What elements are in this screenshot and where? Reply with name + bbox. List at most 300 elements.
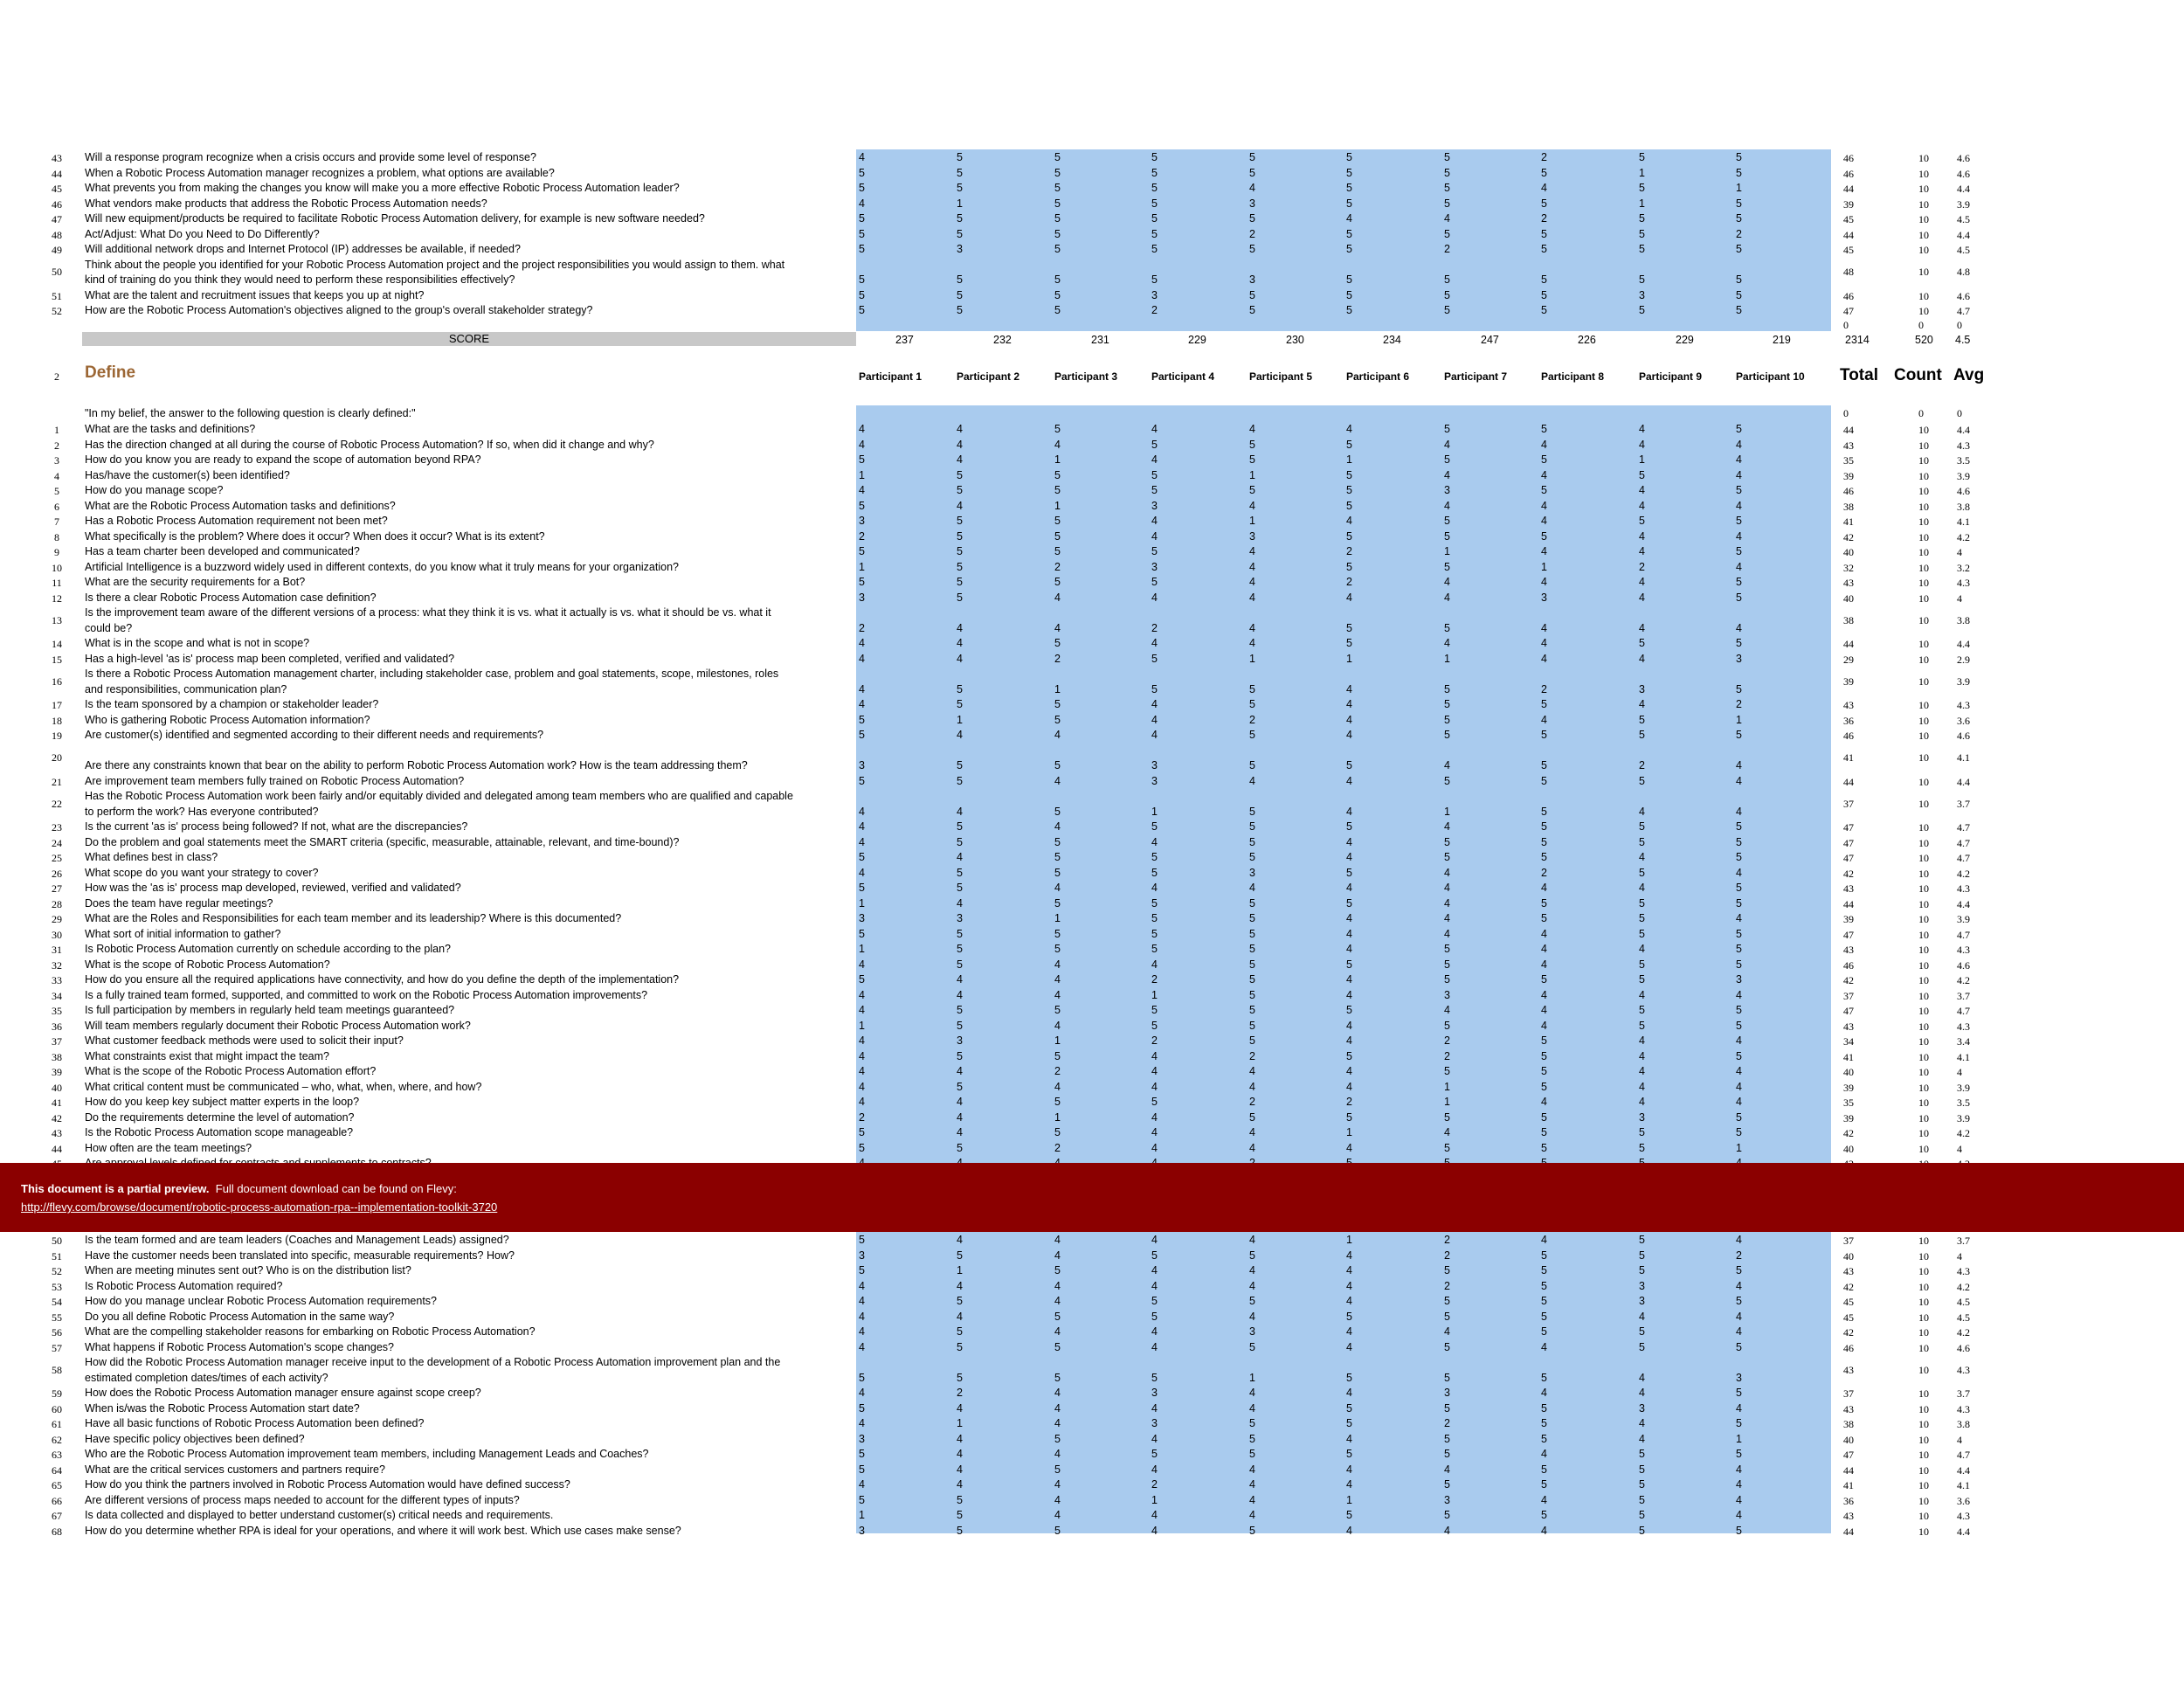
participant-score: 4	[1346, 1340, 1352, 1353]
participant-score: 5	[1151, 1295, 1158, 1307]
participant-score: 4	[957, 1096, 963, 1108]
row-average: 4.7	[1957, 1005, 1970, 1017]
participant-score: 4	[859, 151, 865, 163]
row-average: 3.8	[1957, 1418, 1970, 1430]
row-total: 36	[1843, 1494, 1854, 1507]
participant-score: 4	[1444, 212, 1450, 225]
question-line: How are the Robotic Process Automation's objectives aligned to the group's overall stakeholder strategy?	[85, 304, 593, 316]
participant-score: 1	[1346, 652, 1352, 665]
participant-score: 4	[1151, 453, 1158, 466]
participant-score: 5	[1151, 151, 1158, 163]
question-line: How was the 'as is' process map developed, reviewed, verified and validated?	[85, 882, 461, 894]
row-total: 45	[1843, 213, 1854, 225]
question-line: How do you ensure all the required applications have connectivity, and how do you define the depth of the implementation?	[85, 973, 680, 986]
participant-score: 5	[1639, 866, 1645, 879]
row-number: 39	[52, 1066, 62, 1078]
participant-score: 5	[1541, 774, 1547, 787]
participant-score: 5	[1054, 484, 1061, 496]
participant-score: 5	[1639, 468, 1645, 481]
participant-score: 5	[957, 927, 963, 940]
participant-score: 5	[1736, 820, 1742, 833]
participant-score: 5	[1444, 1448, 1450, 1460]
row-total: 44	[1843, 775, 1854, 788]
participant-score: 4	[1249, 1080, 1255, 1093]
participant-score: 5	[1444, 227, 1450, 240]
question-text	[85, 514, 854, 529]
row-number: 28	[52, 897, 62, 910]
participant-score: 4	[1736, 1463, 1742, 1476]
row-average: 4.6	[1957, 958, 1970, 972]
participant-score: 4	[1639, 805, 1645, 818]
question-text	[85, 1416, 854, 1432]
participant-score: 4	[1444, 1463, 1450, 1476]
participant-score: 4	[1249, 1264, 1255, 1276]
participant-score: 4	[1736, 1509, 1742, 1521]
row-total: 37	[1843, 797, 1854, 810]
section-title: Define	[85, 363, 136, 382]
participant-score: 5	[957, 774, 963, 787]
banner-bold: This document is a partial preview.	[21, 1182, 210, 1195]
question-line: What constraints exist that might impact the team?	[85, 1049, 329, 1062]
question-line: How did the Robotic Process Automation manager receive input to the development of a Robotic Process Automation improvement plan and the	[85, 1356, 781, 1368]
participant-score: 4	[1639, 591, 1645, 604]
row-count: 10	[1918, 1280, 1929, 1293]
participant-score: 5	[1444, 1019, 1450, 1032]
participant-score: 5	[1444, 560, 1450, 573]
row-average: 3.8	[1957, 613, 1970, 626]
question-text	[85, 850, 854, 866]
participant-score: 4	[1736, 438, 1742, 451]
participant-score: 4	[1054, 1417, 1061, 1429]
row-average: 4.2	[1957, 530, 1970, 543]
participant-score: 5	[859, 453, 865, 466]
question-text	[85, 1125, 854, 1141]
participant-score: 4	[859, 1295, 865, 1307]
participant-score: 5	[1639, 958, 1645, 971]
participant-score: 5	[1249, 943, 1255, 955]
participant-score: 5	[1346, 151, 1352, 163]
participant-score: 5	[1054, 637, 1061, 649]
total-header: Total	[1840, 366, 1878, 384]
row-count: 10	[1918, 989, 1929, 1002]
row-number: 49	[52, 244, 62, 256]
row-number: 4	[54, 469, 59, 482]
question-text	[85, 1249, 854, 1264]
participant-score: 1	[1736, 713, 1742, 726]
row-average: 4.7	[1957, 1449, 1970, 1461]
participant-score: 5	[1639, 243, 1645, 255]
question-text	[85, 789, 854, 820]
row-number: 52	[52, 305, 62, 317]
participant-score: 5	[1541, 1371, 1547, 1384]
participant-score: 2	[1249, 1096, 1255, 1108]
row-total: 39	[1843, 469, 1854, 482]
participant-score: 4	[1054, 882, 1061, 894]
row-average: 4.4	[1957, 897, 1970, 910]
row-total: 29	[1843, 653, 1854, 666]
row-number: 21	[52, 775, 62, 788]
participant-score: 5	[1736, 729, 1742, 741]
participant-score: 2	[1639, 759, 1645, 771]
participant-score: 5	[957, 1340, 963, 1353]
question-text	[85, 1447, 854, 1463]
participant-score: 4	[1249, 182, 1255, 194]
participant-score: 5	[1541, 805, 1547, 818]
participant-score: 4	[1054, 1448, 1061, 1460]
participant-score: 4	[1444, 896, 1450, 910]
participant-score: 4	[1736, 866, 1742, 879]
participant-score: 4	[957, 1310, 963, 1323]
participant-score: 4	[1054, 1401, 1061, 1415]
row-number: 38	[52, 1050, 62, 1063]
participant-score: 2	[1541, 682, 1547, 695]
participant-score: 5	[1736, 304, 1742, 316]
participant-score-total: 247	[1481, 334, 1499, 346]
participant-score: 5	[1054, 545, 1061, 557]
question-line: When are meeting minutes sent out? Who is on the distribution list?	[85, 1264, 411, 1276]
participant-score: 5	[1444, 529, 1450, 543]
row-average: 4.3	[1957, 1020, 1970, 1033]
participant-score: 4	[1346, 682, 1352, 695]
participant-score: 4	[1444, 820, 1450, 833]
participant-score: 4	[1054, 1387, 1061, 1399]
participant-score: 4	[1054, 729, 1061, 741]
download-link[interactable]: http://flevy.com/browse/document/robotic-process-automation-rpa--implementation-toolkit-3720	[21, 1200, 498, 1214]
participant-score: 5	[957, 943, 963, 955]
participant-score: 4	[1054, 973, 1061, 986]
row-count: 10	[1918, 454, 1929, 467]
participant-score: 4	[1151, 529, 1158, 543]
participant-score: 5	[1249, 288, 1255, 301]
row-count: 10	[1918, 500, 1929, 513]
row-average: 4.7	[1957, 305, 1970, 317]
participant-score: 5	[1054, 273, 1061, 286]
question-line: Are customer(s) identified and segmented according to their different needs and requirements?	[85, 729, 544, 741]
participant-score: 4	[1639, 1432, 1645, 1445]
participant-score: 4	[1151, 958, 1158, 971]
participant-score: 3	[1639, 1295, 1645, 1307]
participant-score: 3	[1736, 652, 1742, 665]
participant-score: 5	[1249, 212, 1255, 225]
participant-score: 3	[957, 1034, 963, 1047]
participant-header: Participant 6	[1346, 370, 1410, 383]
participant-score: 4	[1541, 1493, 1547, 1506]
participant-score: 4	[859, 1034, 865, 1047]
row-number: 35	[52, 1005, 62, 1017]
participant-score: 4	[1346, 698, 1352, 710]
row-count: 10	[1918, 1363, 1929, 1376]
row-number: 3	[54, 454, 59, 467]
participant-score: 1	[1054, 1034, 1061, 1047]
question-line: What are the Roles and Responsibilities for each team member and its leadership? Where is this documented?	[85, 912, 622, 924]
participant-score: 5	[1151, 682, 1158, 695]
row-count: 10	[1918, 1463, 1929, 1477]
question-line: Are different versions of process maps needed to account for the different types of inputs?	[85, 1493, 520, 1506]
participant-score: 4	[1249, 637, 1255, 649]
participant-score: 4	[1249, 560, 1255, 573]
participant-score: 4	[1151, 1401, 1158, 1415]
participant-score: 5	[1249, 1034, 1255, 1047]
participant-score: 5	[1151, 1371, 1158, 1384]
row-number: 31	[52, 944, 62, 956]
participant-score: 4	[1346, 1249, 1352, 1262]
row-total: 46	[1843, 485, 1854, 497]
participant-score: 5	[1346, 759, 1352, 771]
row-average: 4.5	[1957, 1311, 1970, 1324]
row-number: 41	[52, 1097, 62, 1109]
participant-score: 5	[1249, 958, 1255, 971]
question-line: Have the customer needs been translated into specific, measurable requirements? How?	[85, 1249, 515, 1262]
question-text	[85, 1493, 854, 1509]
participant-score: 5	[957, 1019, 963, 1032]
row-count: 10	[1918, 1402, 1929, 1415]
participant-score: 5	[1639, 227, 1645, 240]
participant-score: 4	[1639, 1080, 1645, 1093]
participant-score: 1	[1054, 912, 1061, 924]
question-line: Have all basic functions of Robotic Process Automation been defined?	[85, 1417, 425, 1429]
participant-score: 5	[1736, 1110, 1742, 1124]
row-count: 10	[1918, 751, 1929, 764]
participant-score: 5	[1054, 1524, 1061, 1537]
row-average: 3.9	[1957, 469, 1970, 482]
question-text	[85, 211, 854, 227]
participant-score: 4	[1249, 1234, 1255, 1246]
participant-score: 5	[1346, 958, 1352, 971]
participant-score: 5	[1346, 1509, 1352, 1521]
participant-score: 2	[1444, 1279, 1450, 1292]
participant-score: 5	[1249, 1340, 1255, 1353]
row-total: 48	[1843, 266, 1854, 278]
participant-score: 5	[1736, 515, 1742, 527]
row-number: 51	[52, 1249, 62, 1263]
row-count: 10	[1918, 213, 1929, 225]
participant-score: 4	[1054, 774, 1061, 787]
participant-score: 5	[1444, 1371, 1450, 1384]
participant-score: 5	[1541, 729, 1547, 741]
row-number: 52	[52, 1265, 62, 1277]
row-count: 10	[1918, 1479, 1929, 1491]
participant-score: 4	[1541, 438, 1547, 451]
participant-score: 5	[1541, 1478, 1547, 1491]
participant-score: 3	[1151, 1387, 1158, 1399]
row-average: 4	[1957, 591, 1962, 605]
participant-score: 5	[1639, 1126, 1645, 1138]
participant-score: 5	[1736, 943, 1742, 955]
question-text	[85, 1233, 854, 1249]
participant-score: 4	[1541, 515, 1547, 527]
participant-score: 4	[1346, 1325, 1352, 1338]
participant-score: 4	[1346, 713, 1352, 726]
participant-score: 2	[1054, 652, 1061, 665]
participant-score: 4	[1346, 835, 1352, 848]
row-average: 4.2	[1957, 1127, 1970, 1139]
row-count: 10	[1918, 821, 1929, 834]
row-average: 4.4	[1957, 638, 1970, 650]
row-average: 4.1	[1957, 1050, 1970, 1063]
row-count: 10	[1918, 867, 1929, 880]
participant-score: 4	[1736, 560, 1742, 573]
question-text	[85, 728, 854, 744]
participant-score: 5	[957, 151, 963, 163]
participant-score: 4	[1249, 576, 1255, 588]
participant-score: 5	[1541, 1432, 1547, 1445]
participant-score: 5	[1054, 212, 1061, 225]
preface-total: 0	[1918, 407, 1924, 419]
participant-score: 2	[1151, 973, 1158, 986]
participant-score: 4	[1151, 1524, 1158, 1537]
row-count: 10	[1918, 1296, 1929, 1308]
row-count: 10	[1918, 928, 1929, 941]
participant-score: 4	[1346, 851, 1352, 863]
participant-score: 5	[1346, 1448, 1352, 1460]
participant-score: 5	[1541, 227, 1547, 240]
participant-score: 5	[1639, 637, 1645, 649]
row-count: 10	[1918, 469, 1929, 482]
participant-score: 4	[1736, 453, 1742, 466]
row-average: 4.3	[1957, 699, 1970, 711]
question-text	[85, 150, 854, 166]
participant-score: 4	[1346, 1463, 1352, 1476]
row-average: 4.3	[1957, 1510, 1970, 1522]
participant-score: 5	[1346, 273, 1352, 286]
participant-score: 5	[1541, 1417, 1547, 1429]
participant-score: 5	[1541, 1279, 1547, 1292]
participant-score: 5	[1736, 423, 1742, 435]
participant-score: 4	[1346, 1034, 1352, 1047]
participant-score: 5	[1151, 1004, 1158, 1016]
participant-score: 5	[1541, 1325, 1547, 1338]
question-line: Act/Adjust: What Do you Need to Do Differently?	[85, 227, 320, 240]
participant-score: 4	[957, 1234, 963, 1246]
participant-score: 4	[1151, 1463, 1158, 1476]
participant-score: 5	[859, 1493, 865, 1506]
participant-score: 5	[1151, 896, 1158, 910]
participant-score: 5	[957, 468, 963, 481]
row-average: 4.8	[1957, 266, 1970, 278]
participant-score: 5	[1346, 1371, 1352, 1384]
question-line: Are there any constraints known that bear on the ability to perform Robotic Process Automation work? How is the team addressing them?	[85, 759, 748, 771]
row-count: 10	[1918, 638, 1929, 650]
row-number: 18	[52, 714, 62, 727]
participant-score: 4	[1541, 1004, 1547, 1016]
participant-score: 5	[859, 288, 865, 301]
participant-score: 5	[1249, 1019, 1255, 1032]
row-number: 51	[52, 289, 62, 302]
participant-score: 5	[957, 273, 963, 286]
question-line: What is the scope of the Robotic Process Automation effort?	[85, 1065, 377, 1077]
participant-score: 5	[1639, 973, 1645, 986]
question-line: kind of training do you think they would need to perform these responsibilities effectively?	[85, 273, 515, 286]
participant-score: 5	[1346, 1401, 1352, 1415]
participant-score: 5	[1054, 166, 1061, 179]
participant-score: 5	[1346, 560, 1352, 573]
participant-score: 5	[1151, 438, 1158, 451]
participant-score: 5	[1249, 805, 1255, 818]
participant-score: 4	[1249, 774, 1255, 787]
participant-score: 4	[1151, 713, 1158, 726]
participant-score: 4	[1151, 1325, 1158, 1338]
row-number: 23	[52, 821, 62, 834]
participant-score: 5	[1541, 1249, 1547, 1262]
participant-header: Participant 9	[1639, 370, 1703, 383]
participant-score: 5	[957, 866, 963, 879]
participant-score: 5	[957, 576, 963, 588]
participant-score: 5	[1541, 1463, 1547, 1476]
participant-score: 4	[1151, 1141, 1158, 1154]
participant-score: 5	[1249, 927, 1255, 940]
question-line: Is the Robotic Process Automation scope manageable?	[85, 1126, 354, 1138]
participant-score: 2	[859, 529, 865, 543]
participant-score: 1	[1444, 652, 1450, 665]
participant-score: 5	[1444, 288, 1450, 301]
row-number: 10	[52, 561, 62, 574]
row-count: 10	[1918, 591, 1929, 605]
participant-score: 4	[1736, 529, 1742, 543]
participant-score: 4	[1639, 1049, 1645, 1062]
participant-score: 4	[1249, 1463, 1255, 1476]
participant-score: 4	[1736, 912, 1742, 924]
participant-score: 1	[1444, 805, 1450, 818]
row-average: 4.2	[1957, 1326, 1970, 1339]
participant-score: 5	[1541, 529, 1547, 543]
participant-score: 5	[1249, 896, 1255, 910]
participant-score: 4	[1541, 621, 1547, 634]
participant-score: 3	[1444, 1493, 1450, 1506]
participant-score: 1	[1346, 1493, 1352, 1506]
participant-score: 5	[1054, 576, 1061, 588]
row-total: 47	[1843, 1005, 1854, 1017]
participant-score: 1	[1639, 197, 1645, 210]
participant-score: 5	[957, 1049, 963, 1062]
question-text	[85, 1310, 854, 1325]
participant-score: 4	[1249, 423, 1255, 435]
participant-score: 5	[1054, 927, 1061, 940]
participant-score: 5	[1639, 1340, 1645, 1353]
question-text	[85, 453, 854, 468]
participant-score: 5	[1249, 698, 1255, 710]
question-text	[85, 697, 854, 713]
participant-score: 4	[859, 988, 865, 1001]
participant-score: 4	[1444, 1524, 1450, 1537]
participant-score: 5	[957, 1080, 963, 1093]
participant-score: 4	[1346, 515, 1352, 527]
row-number: 44	[52, 167, 62, 180]
row-total: 43	[1843, 1363, 1854, 1376]
row-number: 20	[52, 751, 62, 764]
participant-score: 3	[1249, 273, 1255, 286]
row-total: 39	[1843, 1111, 1854, 1124]
participant-score: 1	[1151, 805, 1158, 818]
participant-score: 5	[1541, 484, 1547, 496]
participant-score: 1	[1249, 652, 1255, 665]
row-number: 46	[52, 197, 62, 211]
participant-score: 5	[1736, 273, 1742, 286]
row-count: 10	[1918, 797, 1929, 810]
participant-score: 4	[1151, 729, 1158, 741]
row-count: 10	[1918, 958, 1929, 972]
participant-score-total: 229	[1188, 334, 1206, 346]
participant-score: 5	[1249, 973, 1255, 986]
participant-score: 5	[1151, 576, 1158, 588]
participant-score: 5	[1444, 515, 1450, 527]
question-line: Is the team formed and are team leaders (Coaches and Management Leads) assigned?	[85, 1234, 509, 1246]
participant-score: 4	[1444, 576, 1450, 588]
row-number: 65	[52, 1479, 62, 1491]
score-average: 4.5	[1955, 334, 1971, 346]
participant-score: 4	[1249, 621, 1255, 634]
participant-score: 5	[1541, 1509, 1547, 1521]
row-total: 41	[1843, 1050, 1854, 1063]
